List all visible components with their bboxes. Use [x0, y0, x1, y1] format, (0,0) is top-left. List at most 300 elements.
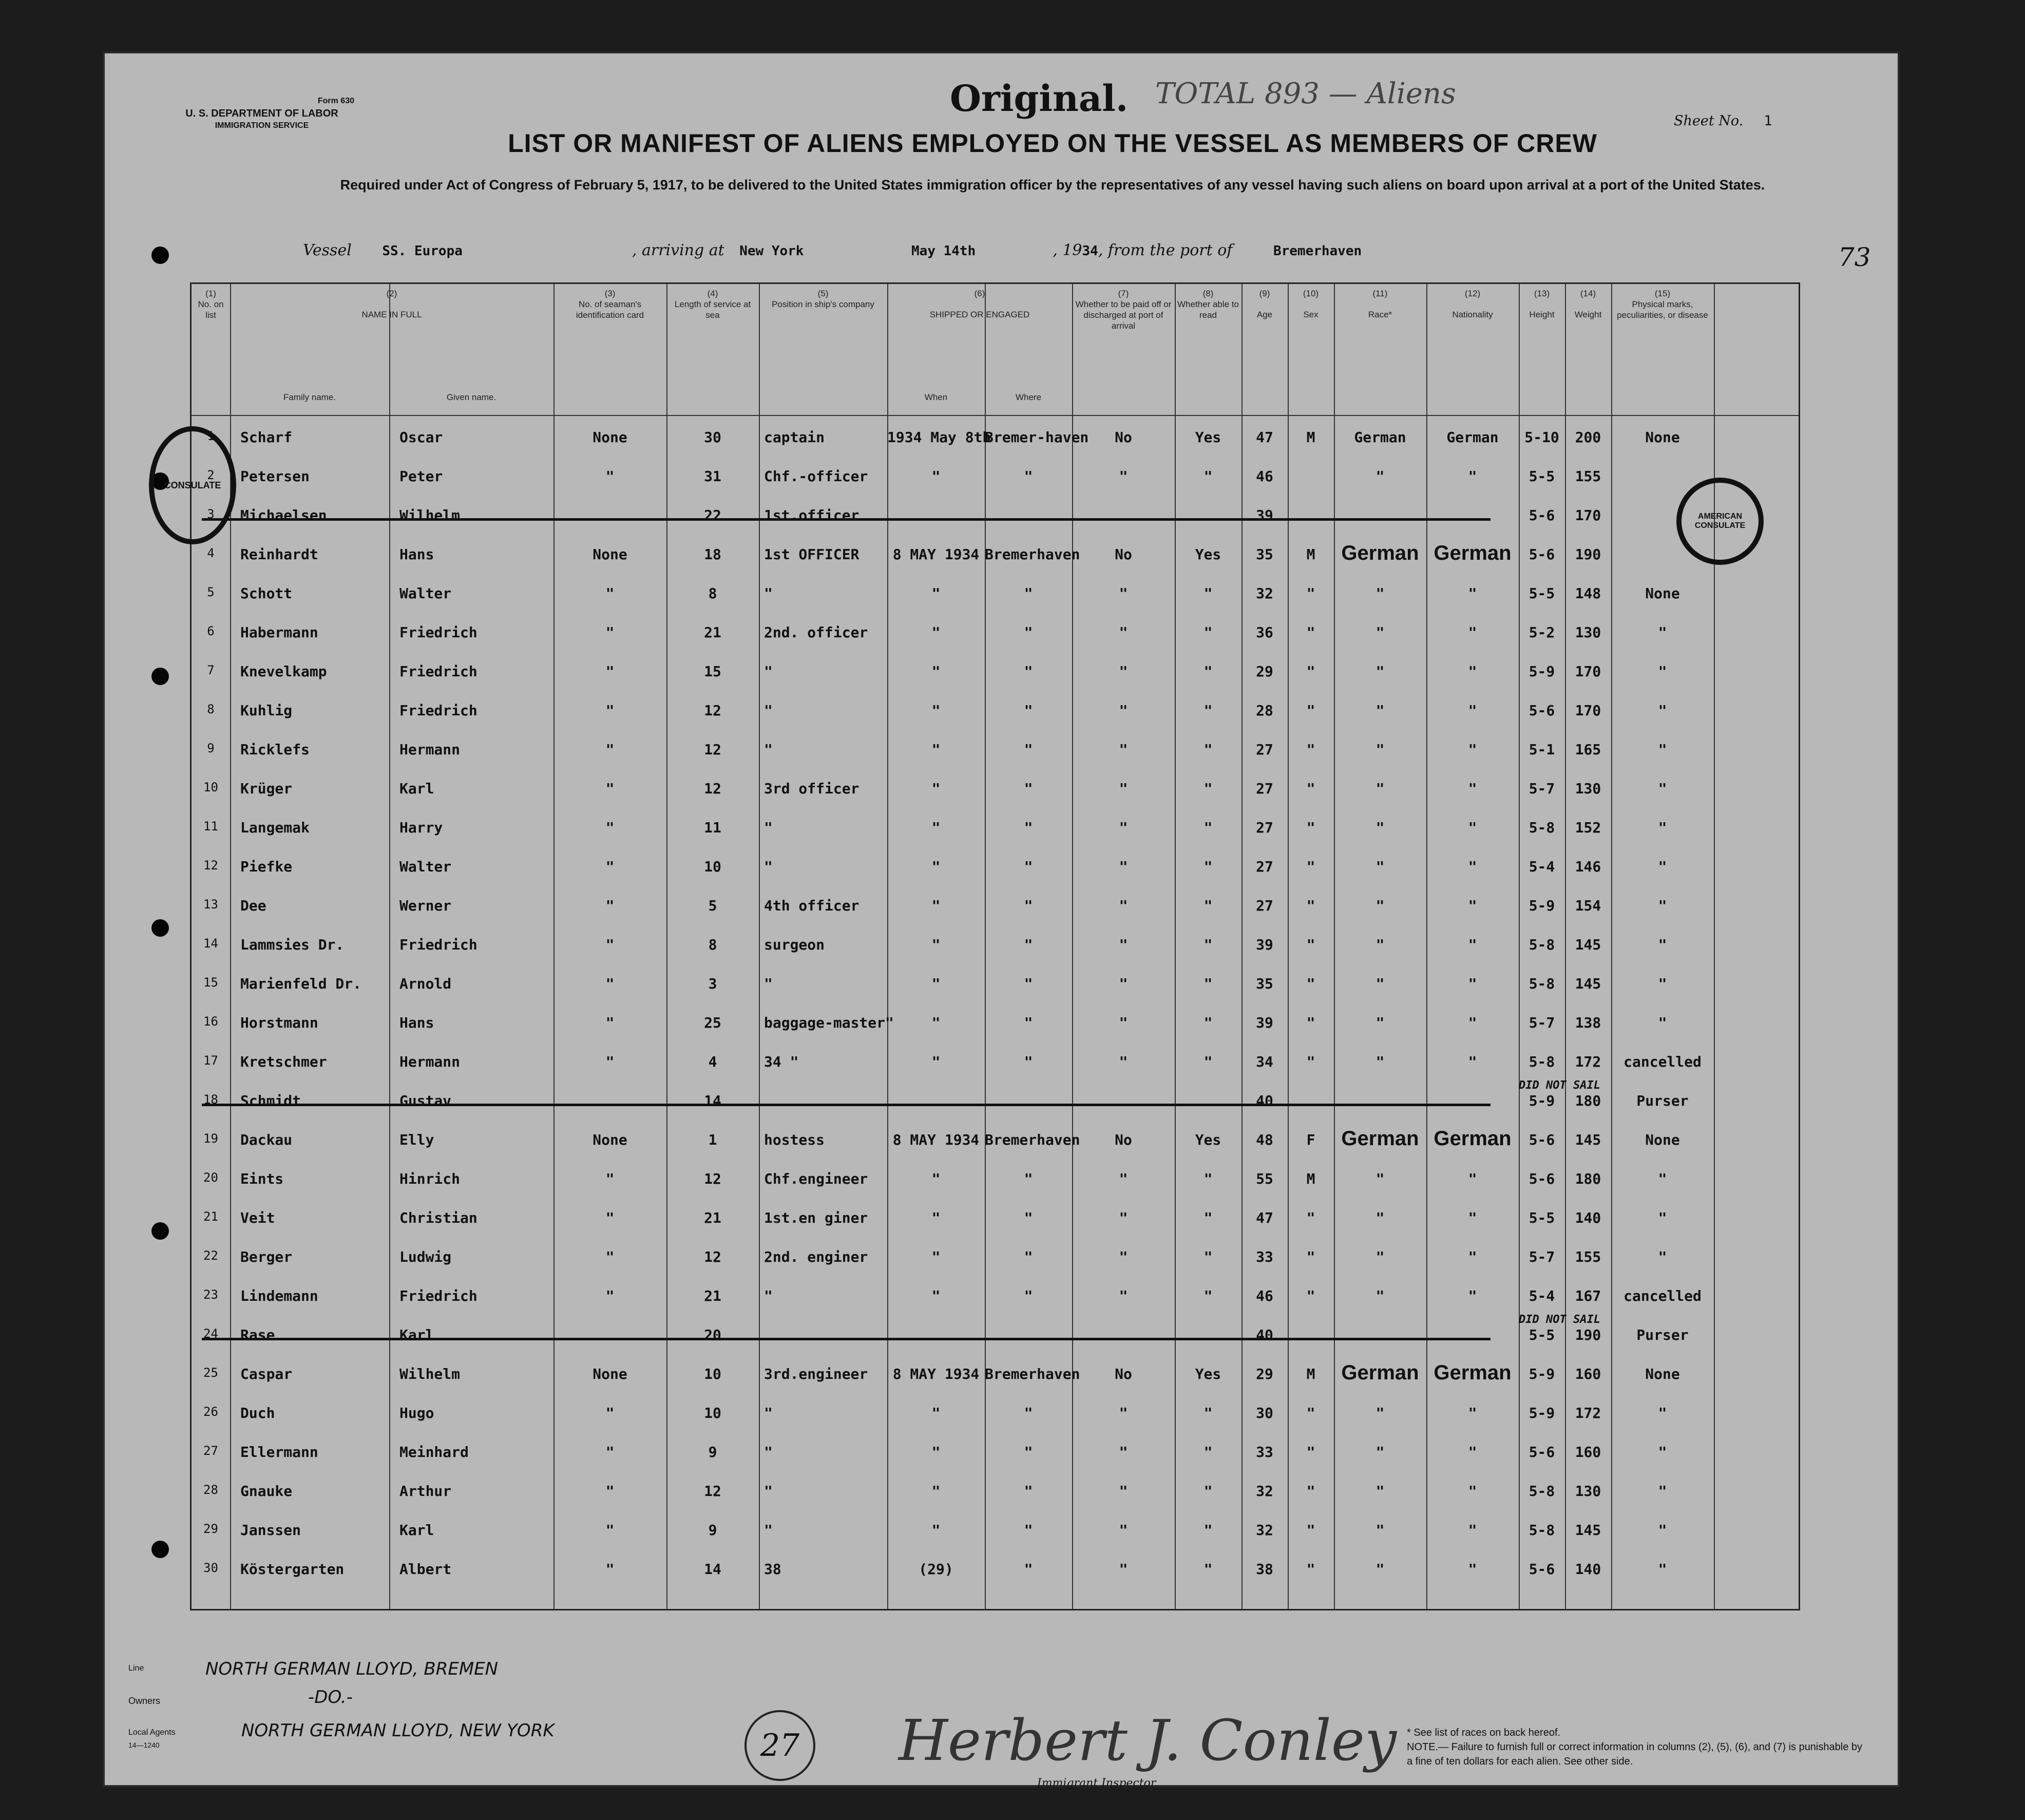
cell-height: 5-6 — [1529, 1444, 1555, 1461]
cell-given: Friedrich — [399, 936, 477, 953]
cell-service: 22 — [704, 507, 721, 524]
cell-weight: 170 — [1575, 507, 1601, 524]
cell-position: " — [764, 663, 773, 680]
cell-height: 5-10 — [1524, 429, 1559, 446]
cell-no: 25 — [203, 1366, 218, 1380]
cell-paid: " — [1119, 1209, 1128, 1226]
cell-given: Arnold — [399, 975, 452, 992]
cell-card: " — [605, 1483, 615, 1500]
manifest-table — [190, 282, 1800, 1610]
cell-height: 5-7 — [1529, 1014, 1555, 1031]
cell-weight: 180 — [1575, 1170, 1601, 1187]
cell-paid: No — [1115, 1366, 1132, 1382]
cell-card: " — [605, 819, 615, 836]
owners-value: -DO.- — [308, 1687, 353, 1708]
cell-given: Albert — [399, 1561, 452, 1578]
table-row — [192, 501, 1799, 537]
cell-when: " — [931, 975, 941, 992]
cell-age: 30 — [1256, 1405, 1273, 1421]
cell-where: " — [1024, 741, 1033, 758]
cell-sex: " — [1306, 624, 1315, 641]
cell-height: 5-5 — [1529, 585, 1555, 602]
cell-paid: " — [1119, 741, 1128, 758]
cell-read: " — [1203, 858, 1213, 875]
cell-position: " — [764, 1287, 773, 1304]
cell-given: Friedrich — [399, 624, 477, 641]
cell-read: " — [1203, 585, 1213, 602]
cell-service: 15 — [704, 663, 721, 680]
cell-where: Bremerhaven — [985, 546, 1080, 563]
cell-no: 29 — [203, 1522, 218, 1536]
cell-read: " — [1203, 624, 1213, 641]
cell-weight: 167 — [1575, 1287, 1601, 1304]
cell-height: 5-9 — [1529, 897, 1555, 914]
col-family-header: Family name. — [283, 392, 336, 402]
cell-read: Yes — [1195, 1131, 1221, 1148]
cell-nat: " — [1468, 819, 1477, 836]
cell-nat: " — [1468, 702, 1477, 719]
cell-family: Caspar — [240, 1366, 293, 1382]
consulate-stamp-left: CONSULATE — [149, 426, 236, 544]
cell-race: German — [1341, 1361, 1419, 1384]
cell-age: 39 — [1256, 936, 1273, 953]
cell-when: " — [931, 936, 941, 953]
cell-where: " — [1024, 1561, 1033, 1578]
cell-no: 26 — [203, 1405, 218, 1419]
cell-service: 9 — [708, 1444, 717, 1461]
cell-sex: " — [1306, 1483, 1315, 1500]
cell-marks: " — [1658, 1483, 1667, 1500]
cell-age: 35 — [1256, 546, 1273, 563]
cell-where: Bremerhaven — [985, 1366, 1080, 1382]
cell-card: " — [605, 1248, 615, 1265]
cell-read: " — [1203, 741, 1213, 758]
col-shipped-header: (6) SHIPPED OR ENGAGED — [929, 289, 1030, 319]
cell-service: 12 — [704, 1248, 721, 1265]
cell-when: " — [931, 1014, 941, 1031]
consulate-stamp-right: AMERICAN CONSULATE — [1676, 478, 1764, 565]
cell-read: " — [1203, 702, 1213, 719]
cell-height: 5-9 — [1529, 663, 1555, 680]
cell-sex: " — [1306, 1053, 1315, 1070]
cell-service: 1 — [708, 1131, 717, 1148]
cell-nat: " — [1468, 624, 1477, 641]
punch-hole — [151, 919, 169, 937]
did-not-sail-note: DID NOT SAIL — [1519, 1079, 1600, 1092]
cell-sex: M — [1306, 429, 1315, 446]
cell-paid: No — [1115, 429, 1132, 446]
cell-where: Bremer-haven — [985, 429, 1089, 446]
agents-label: Local Agents — [128, 1728, 176, 1737]
cell-marks: " — [1658, 702, 1667, 719]
cell-height: 5-6 — [1529, 546, 1555, 563]
cell-family: Scharf — [240, 429, 293, 446]
form-header — [169, 95, 354, 132]
cell-age: 28 — [1256, 702, 1273, 719]
cell-height: 5-6 — [1529, 702, 1555, 719]
cell-height: 5-8 — [1529, 1483, 1555, 1500]
cell-race: " — [1376, 624, 1385, 641]
cell-height: 5-9 — [1529, 1092, 1555, 1109]
cell-age: 29 — [1256, 1366, 1273, 1382]
page-number: 73 — [1838, 242, 1871, 272]
cell-family: Langemak — [240, 819, 310, 836]
col-when-header: When — [924, 392, 948, 402]
cell-card: " — [605, 780, 615, 797]
cell-race: " — [1376, 858, 1385, 875]
cell-marks: " — [1658, 819, 1667, 836]
cell-race: " — [1376, 1170, 1385, 1187]
cell-card: " — [605, 1287, 615, 1304]
cell-service: 11 — [704, 819, 721, 836]
cell-given: Karl — [399, 1326, 434, 1343]
cell-marks: " — [1658, 1444, 1667, 1461]
cell-no: 18 — [203, 1092, 218, 1107]
cell-position: " — [764, 1522, 773, 1539]
cell-height: 5-4 — [1529, 1287, 1555, 1304]
cell-family: Schott — [240, 585, 293, 602]
penalty-note: NOTE.— Failure to furnish full or correct information in columns (2), (5), (6), and (7) is punishable by a fine of ten dollars for each alien. See other side. — [1407, 1741, 1862, 1767]
cell-no: 6 — [207, 624, 215, 638]
cell-when: " — [931, 741, 941, 758]
cell-sex: " — [1306, 897, 1315, 914]
cell-family: Piefke — [240, 858, 293, 875]
cell-nat: " — [1468, 1561, 1477, 1578]
cell-age: 46 — [1256, 468, 1273, 485]
cell-nat: " — [1468, 585, 1477, 602]
cell-given: Friedrich — [399, 702, 477, 719]
inspector-signature: Herbert J. Conley — [899, 1708, 1397, 1773]
cell-marks: " — [1658, 1014, 1667, 1031]
sheet-label: Sheet No. — [1674, 113, 1744, 129]
cell-position: " — [764, 858, 773, 875]
cell-paid: No — [1115, 1131, 1132, 1148]
cell-service: 4 — [708, 1053, 717, 1070]
cell-service: 12 — [704, 1170, 721, 1187]
page-title: LIST OR MANIFEST OF ALIENS EMPLOYED ON THE VESSEL AS MEMBERS OF CREW — [508, 129, 1597, 158]
cell-marks: None — [1645, 1131, 1680, 1148]
cell-service: 10 — [704, 1366, 721, 1382]
cell-paid: " — [1119, 468, 1128, 485]
cell-where: " — [1024, 468, 1033, 485]
cell-position: baggage-master" — [764, 1014, 894, 1031]
cell-given: Friedrich — [399, 1287, 477, 1304]
cell-height: 5-7 — [1529, 1248, 1555, 1265]
cell-service: 21 — [704, 1287, 721, 1304]
cell-race: " — [1376, 702, 1385, 719]
cell-age: 27 — [1256, 741, 1273, 758]
cell-no: 23 — [203, 1287, 218, 1302]
cell-sex: " — [1306, 1522, 1315, 1539]
cell-race: " — [1376, 897, 1385, 914]
cell-marks: " — [1658, 1405, 1667, 1421]
cell-race: German — [1354, 429, 1406, 446]
cell-family: Kuhlig — [240, 702, 293, 719]
cell-card: " — [605, 1209, 615, 1226]
line-value: NORTH GERMAN LLOYD, BREMEN — [205, 1659, 499, 1679]
cell-nat: " — [1468, 663, 1477, 680]
cell-when: " — [931, 819, 941, 836]
sheet-number — [1674, 113, 1772, 129]
cell-age: 32 — [1256, 1522, 1273, 1539]
vessel-name: SS. Europa — [382, 243, 463, 259]
cell-marks: " — [1658, 975, 1667, 992]
cell-sex: " — [1306, 1444, 1315, 1461]
cell-given: Hugo — [399, 1405, 434, 1421]
cell-read: " — [1203, 780, 1213, 797]
cell-read: Yes — [1195, 546, 1221, 563]
table-row — [192, 657, 1799, 693]
strike-through-line — [202, 518, 1491, 521]
col-weight-header: (14) Weight — [1574, 289, 1602, 319]
cell-weight: 130 — [1575, 1483, 1601, 1500]
cell-no: 5 — [207, 585, 215, 599]
cell-no: 2 — [207, 468, 215, 482]
cell-position: 1st.en giner — [764, 1209, 868, 1226]
cell-race: " — [1376, 936, 1385, 953]
cell-card: " — [605, 858, 615, 875]
table-row — [192, 1281, 1799, 1317]
cell-when: " — [931, 1522, 941, 1539]
col-given-header: Given name. — [446, 392, 496, 402]
cell-weight: 190 — [1575, 546, 1601, 563]
cell-when: " — [931, 702, 941, 719]
cell-weight: 155 — [1575, 468, 1601, 485]
cell-weight: 130 — [1575, 780, 1601, 797]
cell-sex: " — [1306, 858, 1315, 875]
cell-height: 5-8 — [1529, 819, 1555, 836]
cell-given: Arthur — [399, 1483, 452, 1500]
punch-hole — [151, 247, 169, 264]
cell-weight: 180 — [1575, 1092, 1601, 1109]
cell-no: 13 — [203, 897, 218, 912]
cell-age: 48 — [1256, 1131, 1273, 1148]
cell-paid: No — [1115, 546, 1132, 563]
cell-read: " — [1203, 1561, 1213, 1578]
cell-position: " — [764, 1405, 773, 1421]
cell-age: 47 — [1256, 429, 1273, 446]
cell-paid: " — [1119, 1483, 1128, 1500]
cell-marks: " — [1658, 1561, 1667, 1578]
cell-where: " — [1024, 1405, 1033, 1421]
from-label: , from the port of — [1098, 241, 1233, 259]
col-name-header: (2) NAME IN FULL — [361, 289, 422, 319]
cell-weight: 165 — [1575, 741, 1601, 758]
cell-where: " — [1024, 1444, 1033, 1461]
cell-race: " — [1376, 663, 1385, 680]
cell-family: Petersen — [240, 468, 310, 485]
cell-race: " — [1376, 1014, 1385, 1031]
cell-weight: 190 — [1575, 1326, 1601, 1343]
cell-family: Gnauke — [240, 1483, 293, 1500]
cell-family: Janssen — [240, 1522, 301, 1539]
cell-paid: " — [1119, 1561, 1128, 1578]
cell-card: " — [605, 1014, 615, 1031]
cell-family: Schmidt — [240, 1092, 301, 1109]
cell-position: " — [764, 702, 773, 719]
cell-given: Wilhelm — [399, 1366, 461, 1382]
cell-height: 5-7 — [1529, 780, 1555, 797]
cell-race: German — [1341, 1127, 1419, 1150]
cell-card: None — [593, 546, 627, 563]
cell-age: 27 — [1256, 819, 1273, 836]
cell-weight: 145 — [1575, 936, 1601, 953]
cell-paid: " — [1119, 1444, 1128, 1461]
cell-no: 24 — [203, 1326, 218, 1341]
cell-position: " — [764, 1444, 773, 1461]
cell-age: 38 — [1256, 1561, 1273, 1578]
cell-height: 5-4 — [1529, 858, 1555, 875]
original-stamp: Original. — [950, 77, 1129, 120]
cell-where: " — [1024, 1209, 1033, 1226]
cell-nat: " — [1468, 780, 1477, 797]
cell-read: " — [1203, 975, 1213, 992]
cell-weight: 145 — [1575, 1131, 1601, 1148]
table-row — [192, 735, 1799, 771]
cell-height: 5-6 — [1529, 507, 1555, 524]
race-note: * See list of races on back hereof. — [1407, 1727, 1561, 1738]
cell-position: hostess — [764, 1131, 825, 1148]
cell-card: " — [605, 663, 615, 680]
cell-where: " — [1024, 936, 1033, 953]
cell-when: (29) — [919, 1561, 953, 1578]
cell-sex: " — [1306, 702, 1315, 719]
arriving-label: , arriving at — [632, 241, 724, 259]
table-row — [192, 1476, 1799, 1512]
cell-sex: " — [1306, 780, 1315, 797]
cell-family: Horstmann — [240, 1014, 318, 1031]
cell-family: Lammsies Dr. — [240, 936, 345, 953]
cell-family: Ricklefs — [240, 741, 310, 758]
cell-service: 10 — [704, 858, 721, 875]
cell-weight: 152 — [1575, 819, 1601, 836]
cell-race: " — [1376, 1444, 1385, 1461]
cell-when: 8 MAY 1934 — [892, 1131, 980, 1148]
cell-weight: 140 — [1575, 1561, 1601, 1578]
cell-weight: 148 — [1575, 585, 1601, 602]
cell-card: " — [605, 741, 615, 758]
total-annotation: TOTAL 893 — Aliens — [1155, 77, 1456, 110]
col-height-header: (13) Height — [1529, 289, 1555, 319]
department-label: U. S. DEPARTMENT OF LABOR — [185, 108, 338, 119]
table-row — [192, 423, 1799, 459]
manifest-sheet — [103, 51, 1900, 1790]
cell-weight: 160 — [1575, 1366, 1601, 1382]
table-row — [192, 579, 1799, 615]
cell-read: " — [1203, 1483, 1213, 1500]
cell-read: " — [1203, 1405, 1213, 1421]
cell-nat: German — [1446, 429, 1499, 446]
cell-nat: " — [1468, 1248, 1477, 1265]
cell-where: " — [1024, 897, 1033, 914]
cell-position: " — [764, 975, 773, 992]
cell-race: " — [1376, 819, 1385, 836]
cell-given: Hans — [399, 1014, 434, 1031]
table-row — [192, 1437, 1799, 1473]
cell-age: 33 — [1256, 1444, 1273, 1461]
cell-position: 38 — [764, 1561, 781, 1578]
cell-nat: " — [1468, 1287, 1477, 1304]
cell-marks: " — [1658, 1248, 1667, 1265]
cell-sex: M — [1306, 1366, 1315, 1382]
cell-age: 39 — [1256, 1014, 1273, 1031]
cell-when: " — [931, 897, 941, 914]
col-position-header: (5) Position in ship's company — [772, 289, 874, 309]
cell-marks: Purser — [1636, 1326, 1689, 1343]
cell-height: 5-8 — [1529, 1522, 1555, 1539]
cell-no: 17 — [203, 1053, 218, 1068]
cell-given: Meinhard — [399, 1444, 469, 1461]
cell-where: " — [1024, 975, 1033, 992]
cell-weight: 170 — [1575, 663, 1601, 680]
year-prefix: , 19 — [1053, 241, 1082, 259]
cell-no: 22 — [203, 1248, 218, 1263]
cell-sex: " — [1306, 1014, 1315, 1031]
cell-given: Ludwig — [399, 1248, 452, 1265]
cell-weight: 200 — [1575, 429, 1601, 446]
col-card-header: (3) No. of seaman's identification card — [576, 289, 644, 320]
cell-position: 3rd officer — [764, 780, 859, 797]
cell-marks: Purser — [1636, 1092, 1689, 1109]
cell-paid: " — [1119, 1522, 1128, 1539]
cell-family: Reinhardt — [240, 546, 318, 563]
cell-card: " — [605, 1522, 615, 1539]
cell-read: " — [1203, 936, 1213, 953]
cell-nat: " — [1468, 468, 1477, 485]
cell-nat: " — [1468, 1444, 1477, 1461]
cell-nat: " — [1468, 897, 1477, 914]
cell-when: " — [931, 1209, 941, 1226]
cell-no: 27 — [203, 1444, 218, 1458]
col-paid-header: (7) Whether to be paid off or discharged at port of arrival — [1075, 289, 1172, 331]
cell-race: " — [1376, 1483, 1385, 1500]
punch-hole — [151, 1541, 169, 1558]
cell-sex: " — [1306, 1405, 1315, 1421]
cell-sex: " — [1306, 1561, 1315, 1578]
cell-sex: M — [1306, 546, 1315, 563]
cell-given: Walter — [399, 858, 452, 875]
cell-read: " — [1203, 1248, 1213, 1265]
cell-card: None — [593, 429, 627, 446]
cell-height: 5-8 — [1529, 975, 1555, 992]
cell-age: 27 — [1256, 858, 1273, 875]
cell-given: Hermann — [399, 1053, 461, 1070]
cell-no: 7 — [207, 663, 215, 677]
cell-race: " — [1376, 1053, 1385, 1070]
cell-service: 18 — [704, 546, 721, 563]
cell-where: " — [1024, 1522, 1033, 1539]
cell-where: " — [1024, 585, 1033, 602]
cell-paid: " — [1119, 1287, 1128, 1304]
cell-position: 2nd. officer — [764, 624, 868, 641]
cell-age: 32 — [1256, 585, 1273, 602]
cell-where: Bremerhaven — [985, 1131, 1080, 1148]
cell-nat: " — [1468, 1014, 1477, 1031]
cell-nat: German — [1434, 1361, 1512, 1384]
cell-paid: " — [1119, 858, 1128, 875]
cell-marks: " — [1658, 1209, 1667, 1226]
table-row — [192, 1359, 1799, 1395]
table-row — [192, 1242, 1799, 1278]
circled-number: 27 — [744, 1710, 815, 1781]
cell-age: 27 — [1256, 897, 1273, 914]
cell-weight: 172 — [1575, 1405, 1601, 1421]
table-row — [192, 540, 1799, 576]
cell-nat: German — [1434, 542, 1512, 564]
col-age-header: (9) Age — [1256, 289, 1273, 319]
cell-position: 1st OFFICER — [764, 546, 859, 563]
cell-paid: " — [1119, 1053, 1128, 1070]
